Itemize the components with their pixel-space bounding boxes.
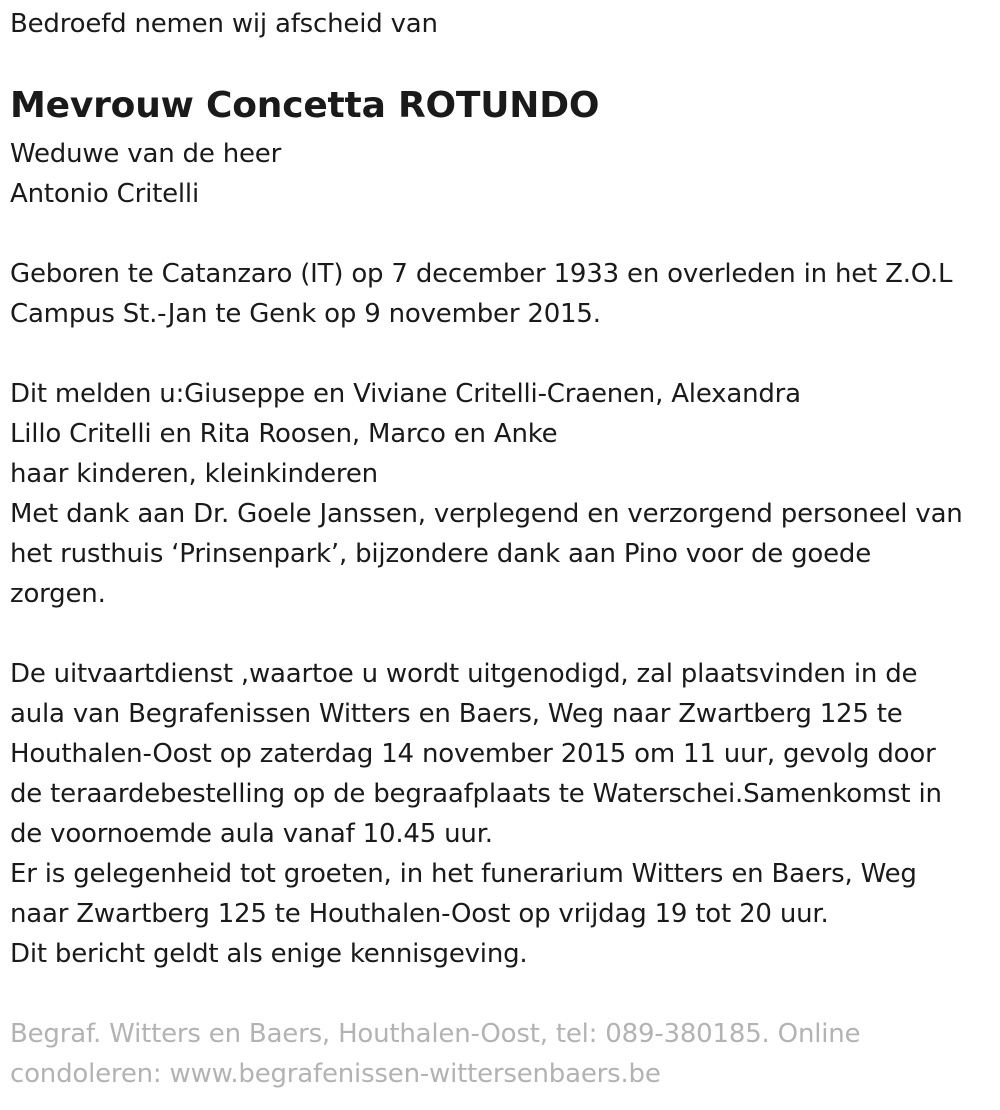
intro-text: Bedroefd nemen wij afscheid van <box>10 9 438 39</box>
family-line: Dit melden u:Giuseppe en Viviane Critelli-Craenen, Alexandra <box>10 379 801 409</box>
thanks-line: Met dank aan Dr. Goele Janssen, verplegend en verzorgend personeel van <box>10 499 963 529</box>
visitation-line: Er is gelegenheid tot groeten, in het funerarium Witters en Baers, Weg <box>10 859 917 889</box>
service-line: Houthalen-Oost op zaterdag 14 november 2015 om 11 uur, gevolg door <box>10 739 936 769</box>
family-block <box>10 374 963 614</box>
spouse-block <box>10 134 281 214</box>
visitation-line: naar Zwartberg 125 te Houthalen-Oost op vrijdag 19 tot 20 uur. <box>10 899 829 929</box>
spouse-line: Weduwe van de heer <box>10 139 282 169</box>
service-line: de voornoemde aula vanaf 10.45 uur. <box>10 819 493 849</box>
family-line: Lillo Critelli en Rita Roosen, Marco en Anke <box>10 419 558 449</box>
deceased-name: Mevrouw Concetta ROTUNDO <box>10 85 600 126</box>
notice-disclaimer: Dit bericht geldt als enige kennisgeving. <box>10 939 528 969</box>
thanks-line: zorgen. <box>10 579 106 609</box>
service-line: de teraardebestelling op de begraafplaats te Waterschei.Samenkomst in <box>10 779 942 809</box>
family-line: haar kinderen, kleinkinderen <box>10 459 378 489</box>
thanks-line: het rusthuis ‘Prinsenpark’, bijzondere dank aan Pino voor de goede <box>10 539 872 569</box>
birth-death-line: Geboren te Catanzaro (IT) op 7 december 1933 en overleden in het Z.O.L <box>10 259 953 289</box>
birth-death-block <box>10 254 952 334</box>
footer-line: Begraf. Witters en Baers, Houthalen-Oost, tel: 089-380185. Online <box>10 1019 861 1049</box>
service-line: De uitvaartdienst ,waartoe u wordt uitgenodigd, zal plaatsvinden in de <box>10 659 918 689</box>
funeral-home-footer <box>10 1014 860 1094</box>
birth-death-line: Campus St.-Jan te Genk op 9 november 2015. <box>10 299 601 329</box>
spouse-line: Antonio Critelli <box>10 179 199 209</box>
service-block <box>10 654 942 974</box>
service-line: aula van Begrafenissen Witters en Baers, Weg naar Zwartberg 125 te <box>10 699 903 729</box>
footer-line: condoleren: www.begrafenissen-wittersenbaers.be <box>10 1059 661 1089</box>
